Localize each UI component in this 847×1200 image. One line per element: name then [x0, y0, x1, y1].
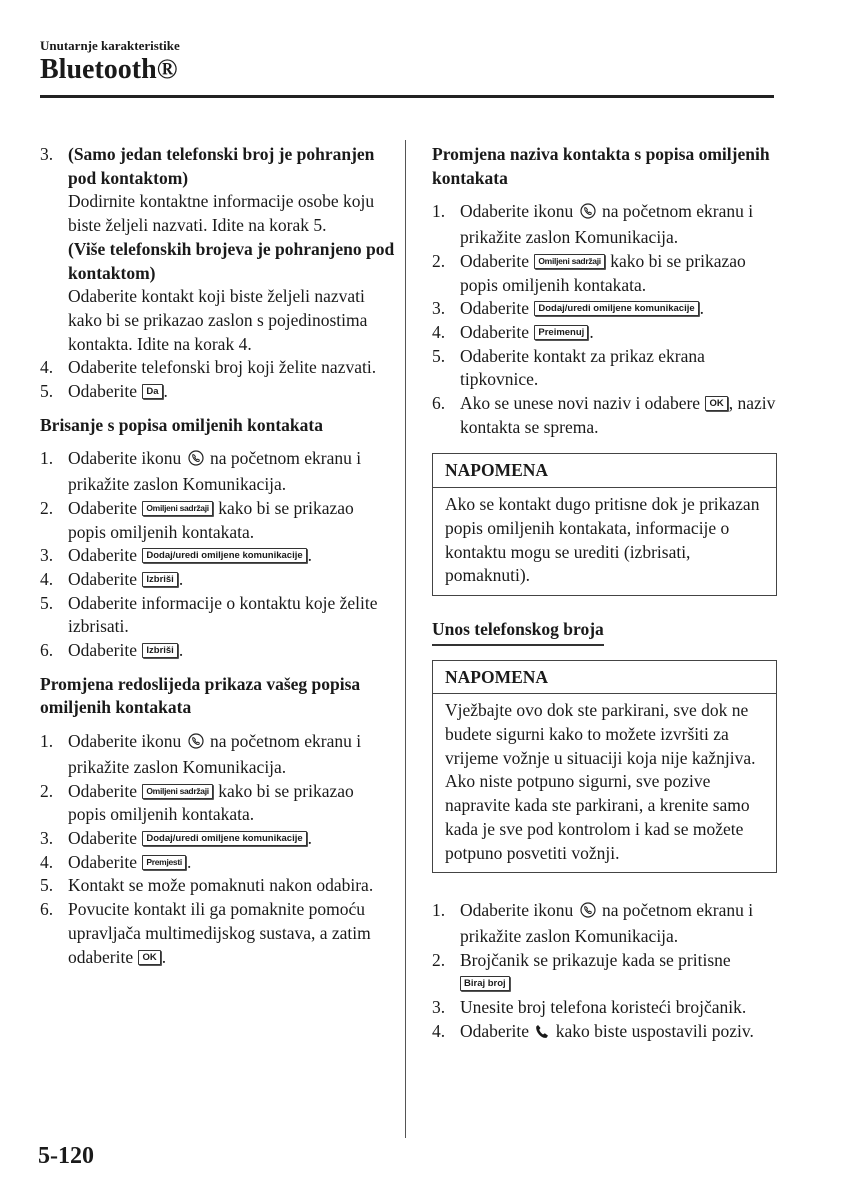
da-button: Da: [142, 384, 162, 399]
step-text: .: [589, 321, 594, 342]
note-box: [432, 660, 777, 874]
step-text: Dodirnite kontaktne informacije osobe koju biste željeli nazvati. Idite na korak 5.: [68, 191, 375, 236]
list-item: [40, 568, 395, 592]
step-number: 3.: [40, 545, 54, 566]
step-text: , naziv kontakta se sprema.: [460, 393, 776, 437]
list-item: [432, 345, 777, 392]
step-number: 3.: [40, 827, 54, 848]
list-item: [40, 544, 395, 568]
step-number: 1.: [432, 201, 446, 222]
step-number: 3.: [40, 144, 54, 164]
list-item: [40, 639, 395, 663]
step-text: Kontakt se može pomaknuti nakon odabira.: [68, 875, 374, 896]
biraj-broj-button: Biraj broj: [460, 976, 510, 991]
step-text: Odaberite: [68, 780, 137, 801]
step-text: Odaberite kontakt koji biste željeli nazvati kako bi se prikazao zaslon s pojedinostima kontakta. Idite na korak 4.: [68, 286, 368, 354]
step-text: na početnom ekranu i prikažite zaslon Komunikacija.: [460, 900, 754, 946]
step-text: Odaberite: [68, 381, 137, 402]
step-text: Odaberite ikonu: [68, 731, 182, 752]
list-item: [40, 898, 395, 969]
step-text: Odaberite: [68, 851, 137, 872]
list-item: [40, 592, 395, 639]
step-text: na početnom ekranu i prikažite zaslon Komunikacija.: [68, 448, 362, 495]
step-number: 6.: [432, 393, 446, 414]
step-text: .: [307, 545, 313, 566]
list-item: [40, 874, 395, 898]
list-item: [40, 447, 395, 496]
omiljeni-sadrzaji-button: Omiljeni sadržaji: [142, 501, 212, 516]
list-item: [432, 949, 777, 996]
note-text: Vježbajte ovo dok ste parkirani, sve dok ne budete sigurni kako to možete izvršiti za vrijeme vožnje u situaciji koja nije kažnjiva. Ako niste potpuno sigurni, sve pozive napravite kada ste parkirani, a krenite samo kada je sve pod kontrolom i kad se možete potpuno posvetiti vožnji.: [445, 700, 756, 863]
step-text: Ako se unese novi naziv i odabere: [460, 393, 701, 414]
step-text: .: [699, 298, 705, 319]
list-item: [40, 780, 395, 827]
list-item: [40, 356, 395, 380]
step-text: na početnom ekranu i prikažite zaslon Komunikacija.: [460, 201, 754, 248]
step-text: Odaberite: [68, 497, 137, 518]
ok-button: OK: [138, 950, 160, 965]
step-number: 2.: [40, 780, 54, 801]
dial-heading-wrap: [432, 618, 777, 646]
delete-steps-list: [40, 447, 395, 662]
step-number: 2.: [40, 497, 54, 518]
step-text: Brojčanik se prikazuje kada se pritisne: [460, 949, 731, 970]
izbrisi-button: Izbriši: [142, 643, 177, 658]
phone-icon: [535, 1022, 549, 1046]
step-text: kako biste uspostavili poziv.: [555, 1020, 754, 1041]
list-item: [40, 143, 395, 356]
step-text: kako bi se prikazao popis omiljenih kontakata.: [460, 250, 746, 295]
list-item: [40, 730, 395, 779]
step-text: .: [307, 827, 313, 848]
step-number: 5.: [40, 592, 54, 613]
dodaj-uredi-button: Dodaj/uredi omiljene komunikacije: [142, 548, 306, 563]
dial-steps-list: [432, 899, 777, 1045]
step-number: 4.: [432, 321, 446, 342]
step-text: Odaberite telefonski broj koji želite nazvati.: [68, 357, 377, 378]
note-text: Ako se kontakt dugo pritisne dok je prikazan popis omiljenih kontakata, informacije o kontaktu mogu se urediti (izbrisati, pomaknuti).: [445, 494, 760, 586]
dial-heading: Unos telefonskog broja: [432, 618, 604, 646]
step-text: Odaberite: [68, 545, 137, 566]
list-item: [40, 380, 395, 404]
dodaj-uredi-button: Dodaj/uredi omiljene komunikacije: [142, 831, 306, 846]
step-text: Odaberite ikonu: [460, 201, 574, 222]
step-text: na početnom ekranu i prikažite zaslon Komunikacija.: [68, 731, 362, 777]
step-number: 4.: [40, 568, 54, 589]
step-text: Odaberite kontakt za prikaz ekrana tipkovnice.: [460, 345, 705, 390]
step-text: Unesite broj telefona koristeći brojčanik.: [460, 997, 747, 1018]
premjesti-button: Premjesti: [142, 855, 186, 870]
step-text: Odaberite: [460, 298, 529, 319]
rename-heading: Promjena naziva kontakta s popisa omiljenih kontakata: [432, 144, 770, 188]
right-column: [432, 143, 777, 1046]
step-text: Odaberite: [460, 1020, 529, 1041]
list-item: [432, 297, 777, 321]
step-number: 4.: [40, 851, 54, 872]
step-number: 6.: [40, 640, 54, 661]
page-title: Bluetooth®: [40, 54, 178, 85]
list-item: [40, 497, 395, 544]
step-text: Odaberite: [68, 827, 137, 848]
izbrisi-button: Izbriši: [142, 572, 177, 587]
step-text: .: [178, 568, 184, 589]
header-rule: [40, 95, 774, 98]
page-number: 5-120: [38, 1143, 94, 1169]
communication-icon: [188, 449, 204, 473]
preimenuj-button: Preimenuj: [534, 325, 588, 340]
step-text: Odaberite: [460, 250, 529, 271]
step-number: 4.: [40, 357, 54, 378]
step-number: 3.: [432, 997, 446, 1018]
step-number: 2.: [432, 250, 446, 271]
list-item: [40, 851, 395, 875]
reorder-steps-list: [40, 730, 395, 969]
delete-heading: Brisanje s popisa omiljenih kontakata: [40, 414, 323, 435]
step-number: 2.: [432, 949, 446, 970]
step-text: Odaberite: [68, 640, 137, 661]
list-item: [432, 899, 777, 948]
step-number: 1.: [432, 900, 446, 921]
list-item: [432, 321, 777, 345]
step-number: 1.: [40, 448, 54, 469]
left-column: [40, 143, 395, 969]
step-text: Odaberite ikonu: [460, 900, 574, 921]
step-number: 4.: [432, 1020, 446, 1041]
step-number: 5.: [40, 381, 54, 402]
communication-icon: [580, 901, 596, 925]
condition-multiple: (Više telefonskih brojeva je pohranjeno pod kontaktom): [68, 238, 395, 283]
note-title: NAPOMENA: [433, 454, 776, 488]
step-number: 5.: [40, 875, 54, 896]
omiljeni-sadrzaji-button: Omiljeni sadržaji: [534, 254, 604, 269]
condition-single: (Samo jedan telefonski broj je pohranjen pod kontaktom): [68, 144, 375, 188]
note-title: NAPOMENA: [433, 661, 776, 695]
list-item: [432, 392, 777, 439]
step-text: .: [178, 640, 184, 661]
step-text: kako bi se prikazao popis omiljenih kontakata.: [68, 497, 354, 542]
step-text: .: [186, 851, 192, 872]
note-box: [432, 453, 777, 596]
step-text: Odaberite: [460, 321, 529, 342]
rename-steps-list: [432, 200, 777, 439]
step-number: 3.: [432, 298, 446, 319]
step-text: .: [163, 381, 168, 402]
list-item: [432, 1020, 777, 1046]
list-item: [40, 827, 395, 851]
ok-button: OK: [705, 396, 727, 411]
dodaj-uredi-button: Dodaj/uredi omiljene komunikacije: [534, 301, 698, 316]
communication-icon: [188, 732, 204, 756]
list-item: [432, 200, 777, 249]
step-number: 1.: [40, 731, 54, 752]
communication-icon: [580, 202, 596, 226]
step-number: 6.: [40, 899, 54, 920]
list-item: [432, 996, 777, 1020]
step-text: kako bi se prikazao popis omiljenih kontakata.: [68, 780, 354, 825]
step-text: Odaberite informacije o kontaktu koje želite izbrisati.: [68, 592, 378, 637]
reorder-heading: Promjena redoslijeda prikaza vašeg popisa omiljenih kontakata: [40, 673, 361, 718]
step-text: Odaberite ikonu: [68, 448, 182, 469]
step-number: 5.: [432, 345, 446, 366]
list-item: [432, 250, 777, 297]
omiljeni-sadrzaji-button: Omiljeni sadržaji: [142, 784, 212, 799]
step-text: Povucite kontakt ili ga pomaknite pomoću upravljača multimedijskog sustava, a zatim odaberite: [68, 899, 371, 967]
step-text: .: [161, 946, 167, 967]
step-text: Odaberite: [68, 568, 137, 589]
section-label: Unutarnje karakteristike: [40, 38, 180, 53]
call-steps-list: [40, 143, 395, 404]
column-divider: [405, 140, 406, 1138]
